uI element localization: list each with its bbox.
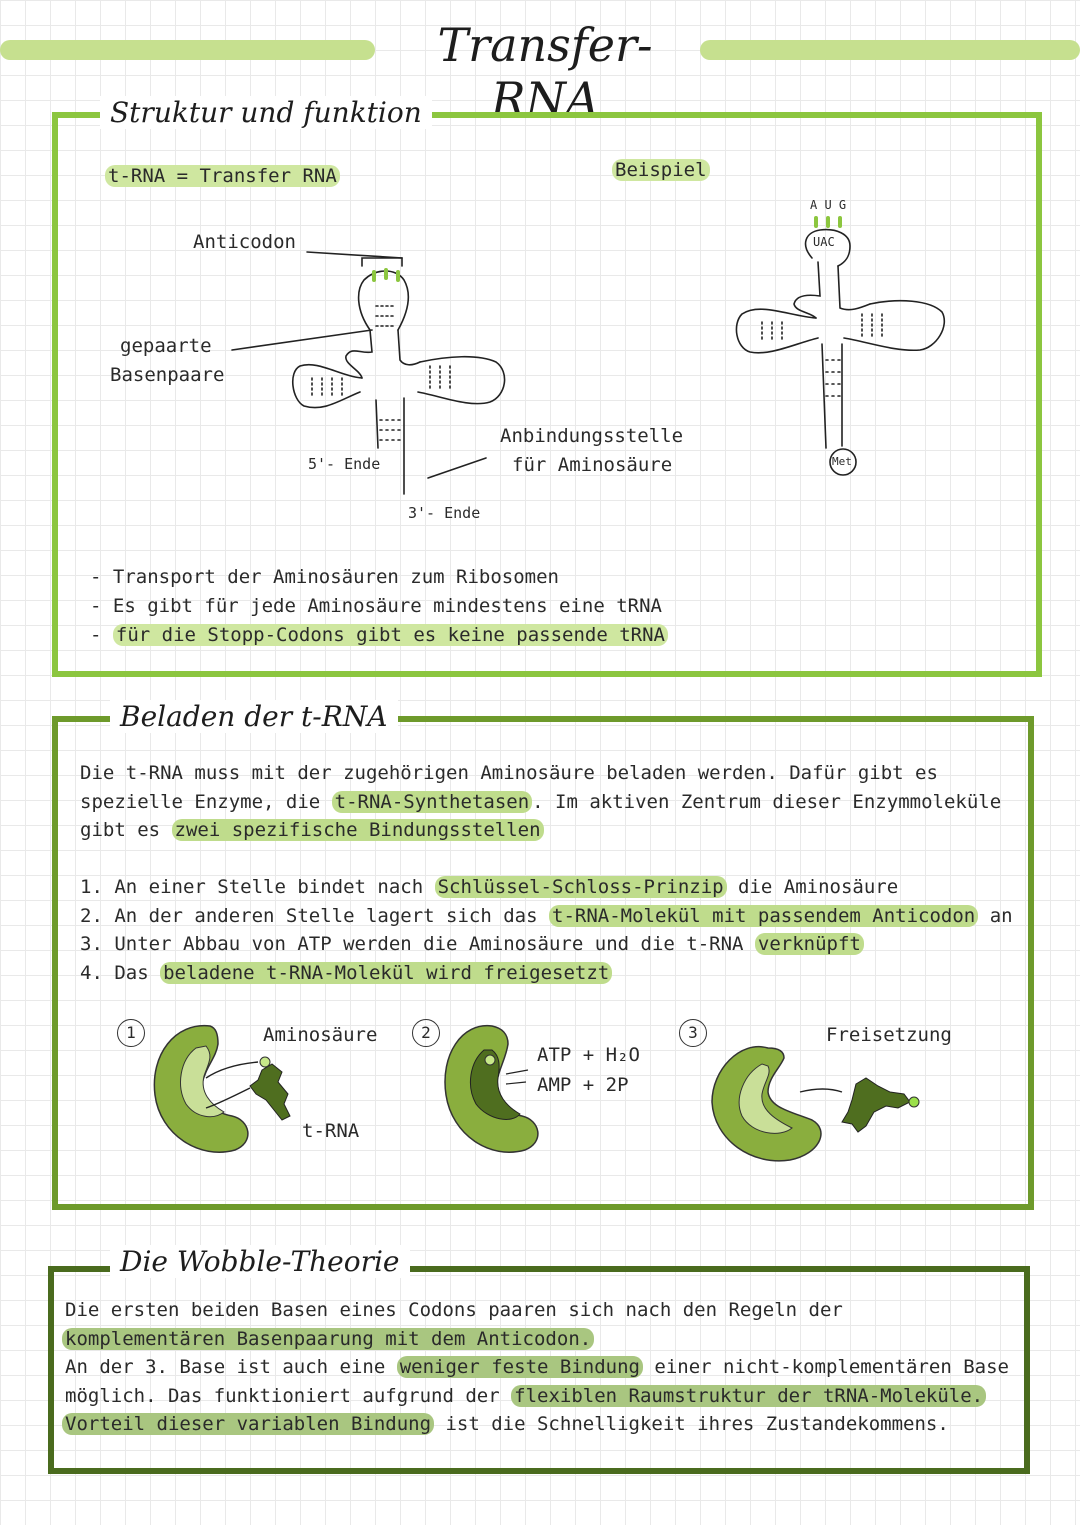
page-title: Transfer-RNA [437,18,653,126]
bullet-transport: - Transport der Aminosäuren zum Ribosomen [90,566,559,588]
section-wobble-heading: Die Wobble-Theorie [110,1245,410,1278]
anticodon-label: Anticodon [193,231,296,253]
figure-step-3-number: 3 [679,1019,707,1047]
wobble-5b: ist die Schnelligkeit ihres Zustandekommens. [434,1413,949,1435]
binding-site-label-2: für Aminosäure [512,454,673,476]
wobble-line-5 [62,1410,949,1439]
amp-label: AMP + 2P [537,1074,629,1096]
wobble-line-3 [65,1353,1009,1382]
synthetase-highlight: t-RNA-Synthetasen [332,791,532,813]
wobble-advantage-highlight: Vorteil dieser variablen Bindung [62,1413,434,1435]
wobble-line-1: Die ersten beiden Basen eines Codons paaren sich nach den Regeln der [65,1299,843,1321]
intro-2a: spezielle Enzyme, die [80,791,332,813]
step-1a: 1. An einer Stelle bindet nach [80,876,435,898]
wobble-3a: An der 3. Base ist auch eine [65,1356,397,1378]
amino-acid-label: Aminosäure [263,1024,378,1046]
loading-intro-line-1: Die t-RNA muss mit der zugehörigen Aminosäure beladen werden. Dafür gibt es [80,762,938,784]
step-3a: 3. Unter Abbau von ATP werden die Aminosäure und die t-RNA [80,933,755,955]
binding-site-label-1: Anbindungsstelle [500,425,684,447]
bullet-stop-codons [90,621,668,650]
intro-3a: gibt es [80,819,172,841]
three-prime-end-label: 3'- Ende [408,504,481,522]
step-2-highlight: t-RNA-Molekül mit passendem Anticodon [549,905,978,927]
step-3 [80,930,864,959]
wobble-4a: möglich. Das funktioniert aufgrund der [65,1385,512,1407]
loading-intro-line-2 [80,788,1001,817]
bullet-dash: - [90,624,102,646]
step-3-highlight: verknüpft [755,933,864,955]
trna-figure-label: t-RNA [302,1120,360,1142]
step-1 [80,873,898,902]
example-codon: A U G [810,198,847,212]
wobble-line-4 [65,1382,986,1411]
step-4a: 4. Das [80,962,161,984]
figure-step-1-number: 1 [117,1019,145,1047]
section-loading-heading: Beladen der t-RNA [110,700,398,733]
wobble-3c: einer nicht-komplementären Base [642,1356,1009,1378]
paired-bases-label-2: Basenpaare [110,364,225,386]
step-2c: an [978,905,1013,927]
wobble-weak-binding-highlight: weniger feste Bindung [397,1356,643,1378]
loading-intro-line-3 [80,816,544,845]
wobble-complementary-highlight: komplementären Basenpaarung mit dem Anticodon. [62,1328,594,1350]
step-4-highlight: beladene t-RNA-Molekül wird freigesetzt [160,962,612,984]
release-label: Freisetzung [826,1024,952,1046]
binding-sites-highlight: zwei spezifische Bindungsstellen [172,819,544,841]
wobble-flexible-highlight: flexiblen Raumstruktur der tRNA-Moleküle. [511,1385,986,1407]
step-2 [80,902,1013,931]
step-4 [80,959,612,988]
example-amino-acid: Met [832,455,852,468]
bullet-per-amino: - Es gibt für jede Aminosäure mindestens eine tRNA [90,595,662,617]
example-label-text: Beispiel [612,159,710,181]
step-2a: 2. An der anderen Stelle lagert sich das [80,905,549,927]
paired-bases-label-1: gepaarte [120,335,212,357]
section-structure-heading: Struktur und funktion [100,96,432,129]
atp-label: ATP + H₂O [537,1044,640,1066]
enzyme-loading-figure [0,1000,1080,1200]
intro-2c: . Im aktiven Zentrum dieser Enzymmoleküle [532,791,1002,813]
trna-definition-text: t-RNA = Transfer RNA [105,165,340,187]
example-anticodon: UAC [813,235,835,249]
figure-step-2-number: 2 [412,1019,440,1047]
wobble-line-2 [62,1325,594,1354]
bullet-stop-codons-text: für die Stopp-Codons gibt es keine passende tRNA [113,624,668,646]
step-1c: die Aminosäure [726,876,899,898]
step-1-highlight: Schlüssel-Schloss-Prinzip [435,876,727,898]
five-prime-end-label: 5'- Ende [308,455,381,473]
